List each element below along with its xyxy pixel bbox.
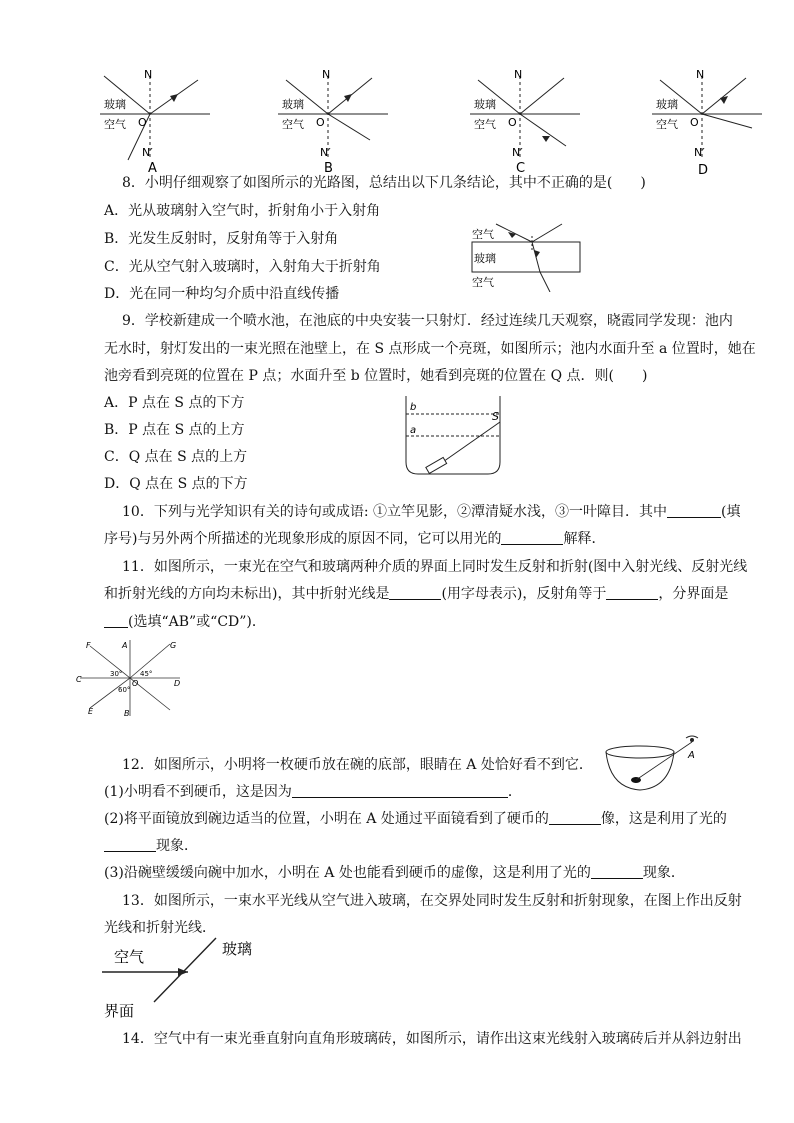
- fig7-c-n: N: [514, 68, 523, 81]
- fig7-d-glass: 玻璃: [656, 98, 678, 111]
- q8-stem: 8．小明仔细观察了如图所示的光路图，总结出以下几条结论，其中不正确的是( ): [122, 175, 646, 191]
- q12-part1-text: (1)小明看不到硬币，这是因为: [104, 784, 292, 800]
- q13-fig-interface: 界面: [104, 1002, 135, 1020]
- q9-line3: 池旁看到亮斑的位置在 P 点；水面升至 b 位置时，她看到亮斑的位置在 Q 点．则( ): [104, 368, 648, 384]
- q13-figure: [100, 930, 260, 1020]
- q9-fig-s: S: [492, 410, 499, 423]
- q12-part3-end: 现象．: [642, 865, 685, 881]
- q9-line1: 9．学校新建成一个喷水池，在池底的中央安装一只射灯．经过连续几天观察，晓霞同学发现：池内: [122, 313, 733, 329]
- q14-line1: 14．空气中有一束光垂直射向直角形玻璃砖，如图所示，请作出这束光线射入玻璃砖后并从斜边射出: [122, 1031, 742, 1047]
- q10-line2: [104, 528, 605, 548]
- fig7-label-d: D: [698, 163, 709, 178]
- q11-fig-c: C: [76, 675, 82, 684]
- q11-fig-angle2: 45°: [140, 670, 153, 678]
- fig7-b-o: O: [316, 116, 325, 129]
- q12-blank-4[interactable]: [591, 864, 643, 879]
- q12-part1-end: ．: [507, 784, 522, 800]
- q12-blank-1[interactable]: [292, 783, 508, 798]
- fig7-d-air: 空气: [656, 118, 678, 131]
- q12-part2: [104, 808, 727, 828]
- q9-fig-b: b: [410, 402, 417, 413]
- q11-blank-3[interactable]: [104, 613, 128, 628]
- q9-option-c: C．Q 点在 S 点的上方: [104, 449, 248, 465]
- q12-fig-a: A: [688, 750, 695, 761]
- q11-figure: [76, 638, 186, 718]
- q8-fig-glass: 玻璃: [474, 252, 496, 265]
- fig7-d-n2: N′: [694, 146, 705, 159]
- fig7-c-air: 空气: [474, 118, 496, 131]
- q10-line2-end: 解释．: [563, 531, 606, 547]
- q12-part3-text: (3)沿碗壁缓缓向碗中加水，小明在 A 处也能看到硬币的虚像，这是利用了光的: [104, 865, 591, 881]
- fig7-c-n2: N′: [512, 146, 523, 159]
- q11-fig-f: F: [86, 641, 91, 650]
- q13-line2: 光线和折射光线．: [104, 920, 216, 936]
- q11-line1: 11．如图所示，一束光在空气和玻璃两种介质的界面上同时发生反射和折射(图中入射光线、反射光线: [122, 559, 748, 575]
- q11-line2-mid: (用字母表示)，反射角等于: [441, 586, 607, 602]
- q11-blank-1[interactable]: [389, 585, 441, 600]
- q13-fig-air: 空气: [114, 948, 145, 966]
- fig7-a-o: O: [138, 116, 147, 129]
- q11-line3-text: (选填“AB”或“CD”)．: [128, 614, 266, 630]
- q11-line2-end: ，分界面是: [658, 586, 729, 602]
- fig7-row: [0, 66, 794, 178]
- q12-part2-text: (2)将平面镜放到碗边适当的位置，小明在 A 处通过平面镜看到了硬币的: [104, 811, 549, 827]
- fig7-b-n2: N′: [320, 146, 331, 159]
- fig7-a-glass: 玻璃: [104, 98, 126, 111]
- q10-line1-end: (填: [720, 504, 741, 520]
- q11-fig-a: A: [122, 641, 128, 650]
- q11-blank-2[interactable]: [606, 585, 658, 600]
- q9-fig-a: a: [410, 425, 417, 436]
- fig7-label-b: B: [324, 161, 333, 176]
- q8-option-b: B．光发生反射时，反射角等于入射角: [104, 231, 339, 247]
- fig7-diagram-a: [100, 66, 210, 176]
- q10-line1: [122, 501, 740, 521]
- q11-fig-b: B: [124, 709, 130, 718]
- q11-fig-d: D: [174, 679, 181, 688]
- fig7-d-o: O: [690, 116, 699, 129]
- q11-line3: [104, 611, 266, 631]
- q8-fig-air-top: 空气: [472, 228, 494, 241]
- q12-stem: 12．如图所示，小明将一枚硬币放在碗的底部，眼睛在 A 处恰好看不到它．: [122, 757, 593, 773]
- q12-part3: [104, 862, 685, 882]
- q13-line1: 13．如图所示，一束水平光线从空气进入玻璃，在交界处同时发生反射和折射现象，在图上作出反射: [122, 893, 742, 909]
- q9-line2: 无水时，射灯发出的一束光照在池壁上，在 S 点形成一个亮斑，如图所示；池内水面升至 a 位置时，她在: [104, 341, 756, 357]
- q11-line2-text: 和折射光线的方向均未标出)，其中折射光线是: [104, 586, 390, 602]
- q10-blank-2[interactable]: [501, 530, 563, 545]
- fig7-label-c: C: [516, 161, 526, 176]
- q10-blank-1[interactable]: [667, 503, 721, 518]
- q12-part2-cont: [104, 835, 198, 855]
- fig7-diagram-c: [470, 66, 580, 176]
- q10-line1-text: 10．下列与光学知识有关的诗句或成语: ①立竿见影，②潭清疑水浅，③一叶障目．其中: [122, 504, 667, 520]
- q12-part2-mid: 像，这是利用了光的: [600, 811, 727, 827]
- fig7-d-n: N: [696, 68, 705, 81]
- q11-fig-o: O: [132, 679, 139, 688]
- fig7-label-a: A: [148, 161, 157, 176]
- fig7-c-glass: 玻璃: [474, 98, 496, 111]
- q11-fig-g: G: [170, 641, 177, 650]
- q12-part2-end: 现象．: [156, 838, 198, 854]
- q9-option-a: A．P 点在 S 点的下方: [104, 395, 245, 411]
- q8-fig-air-bottom: 空气: [472, 276, 494, 289]
- q11-fig-e: E: [88, 707, 94, 716]
- q11-fig-angle3: 60°: [118, 686, 131, 694]
- q9-option-d: D．Q 点在 S 点的下方: [104, 476, 248, 492]
- q9-option-b: B．P 点在 S 点的上方: [104, 422, 245, 438]
- q8-option-a: A．光从玻璃射入空气时，折射角小于入射角: [104, 203, 381, 219]
- q8-option-c: C．光从空气射入玻璃时，入射角大于折射角: [104, 259, 381, 275]
- fig7-a-n: N: [144, 68, 153, 81]
- fig7-b-air: 空气: [282, 118, 304, 131]
- q12-figure: [600, 732, 710, 794]
- fig7-a-n2: N′: [142, 146, 153, 159]
- q8-figure: [466, 220, 586, 292]
- fig7-b-glass: 玻璃: [282, 98, 304, 111]
- q11-line2: [104, 583, 728, 603]
- fig7-diagram-b: [278, 66, 388, 176]
- q12-blank-2[interactable]: [549, 810, 601, 825]
- q11-fig-angle1: 30°: [110, 670, 123, 678]
- q12-part1: [104, 781, 522, 801]
- fig7-a-air: 空气: [104, 118, 126, 131]
- q10-line2-text: 序号)与另外两个所描述的光现象形成的原因不同，它可以用光的: [104, 531, 502, 547]
- fig7-c-o: O: [508, 116, 517, 129]
- q8-option-d: D．光在同一种均匀介质中沿直线传播: [104, 286, 340, 302]
- fig7-diagram-d: [652, 66, 762, 178]
- q13-fig-glass: 玻璃: [222, 940, 253, 958]
- q9-figure: [400, 392, 510, 478]
- q12-blank-3[interactable]: [104, 837, 156, 852]
- fig7-b-n: N: [322, 68, 331, 81]
